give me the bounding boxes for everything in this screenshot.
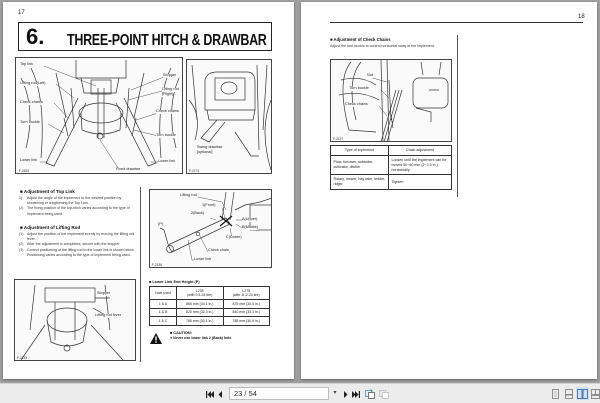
label-check-chains: Check chains: [345, 102, 368, 106]
table-row: 1 & C 765 mm (30.1 in.) 785 mm (30.9 in.): [150, 317, 270, 326]
lower-link-height-table: [149, 286, 270, 326]
caution-text: ● Never use lower link 2 (Back) hole.: [170, 336, 233, 340]
label-optional: [optional]: [197, 150, 213, 154]
label-upper: A(Upper): [242, 217, 258, 221]
chain-adjustment-table: [330, 145, 452, 190]
previous-view-button[interactable]: [364, 388, 376, 400]
first-page-icon: [206, 391, 214, 398]
label-p: (P): [158, 222, 164, 226]
figure-code: F-2173: [189, 169, 200, 173]
next-view-button[interactable]: [378, 388, 390, 400]
label-stopper: Stopper: [163, 73, 177, 77]
label-check-chain: Check chain: [208, 248, 229, 252]
next-view-icon: [379, 389, 389, 399]
table-caption: ■ Lower Link End Height (P): [149, 280, 200, 284]
view-two-page-continuous-button[interactable]: [591, 387, 600, 400]
figure-lifting-rod-lever: [14, 279, 136, 361]
previous-view-icon: [365, 389, 375, 399]
last-page-button[interactable]: [351, 388, 361, 400]
heading-adjustment-top-link: ■ Adjustment of Top Link: [20, 189, 75, 194]
two-page-icon: [577, 389, 588, 399]
chapter-title-box: [18, 22, 272, 51]
table-header-row: Hole used L235 (with 9.5-24 tire) L275 (with 11.2-24 tire): [150, 287, 270, 300]
label-lifting-rod-right: Lifting rod: [162, 87, 179, 91]
next-page-icon: [343, 391, 348, 398]
page-number-input[interactable]: 23 / 54: [229, 387, 329, 400]
label-lifting-rod: Lifting rod: [180, 193, 197, 197]
chapter-number: 6.: [26, 24, 45, 49]
page-number: 17: [18, 10, 25, 16]
label-check-chains-left: Check chains: [20, 100, 43, 104]
label-lower-link: Lower link: [194, 257, 212, 261]
view-single-page-button[interactable]: [550, 387, 561, 400]
header-rule: [330, 22, 583, 23]
warning-icon: [150, 333, 162, 344]
figure-code: F-2434: [19, 169, 30, 173]
table-row: 1 & B 820 mm (32.3 in.) 840 mm (33.1 in.): [150, 308, 270, 317]
previous-page-button[interactable]: [216, 388, 224, 400]
label-lifting-rod-lever: Lifting rod lever: [95, 313, 121, 317]
label-fixed-drawbar: Fixed drawbar: [116, 167, 141, 171]
continuous-page-icon: [565, 389, 573, 399]
figure-swing-drawbar: [186, 59, 272, 174]
view-two-page-button[interactable]: [576, 387, 589, 400]
column-divider: [457, 35, 458, 197]
label-lifting-rod-right-2: (Right): [162, 92, 174, 96]
label-lifting-rod-left: Lifting rod(Left): [20, 81, 46, 85]
label-top-link: Top link: [20, 62, 33, 66]
label-stopper: Stopper: [97, 291, 111, 295]
table-row: Plow, furrower, subsoiler, cultivator, ditcher Loosen until the implement can be moved 50~60 mm (2~2.5 in.) horizontally.: [331, 155, 452, 175]
view-continuous-button[interactable]: [563, 387, 574, 400]
figure-code: F-2136: [152, 263, 163, 267]
navigation-toolbar: [0, 383, 600, 403]
label-lower-link-right: Lower link: [158, 159, 176, 163]
check-chains-instructions: Adjust the turn-buckle to control horizontal sway of the implement.: [330, 44, 435, 48]
table-header-row: Type of implement Chain adjustment: [331, 146, 452, 156]
table-row: Rotary, mower, hay rake, tedder, ridger Tighten: [331, 175, 452, 190]
table-row: 1 & A 865 mm (34.1 in.) 875 mm (34.4 in.): [150, 300, 270, 309]
top-link-instructions: 1) Adjust the angle of the implement to the desired position by shortening or lengthening the Top Link. (2) The fixing position of the top-hitch varies according to the type of implement being used.: [19, 196, 130, 216]
last-page-icon: [352, 391, 360, 398]
label-swing-drawbar: Swing drawbar: [197, 145, 223, 149]
label-middle: B(Middle): [242, 225, 259, 229]
lifting-rod-instructions: (1) Adjust the position of the implement evenly by moving the lifting rod lever. (2) After the adjustment is completed, secure with the stopper. (3) Correct positioning of the lifting rod to the lower link is shown below. Positioning varies according to the type of implement being used.: [19, 232, 135, 257]
heading-adjustment-check-chains: ■ Adjustment of Check Chains: [330, 37, 391, 42]
lever-illustration: [15, 280, 136, 361]
check-chains-illustration: [331, 60, 452, 142]
page-dropdown-button[interactable]: ▾: [333, 390, 337, 396]
label-lower-link-left: Lower link: [20, 158, 38, 162]
drawbar-illustration: [187, 60, 272, 174]
column-divider: [140, 187, 141, 362]
label-back: 2(Back): [191, 211, 205, 215]
figure-code: F-2135: [17, 356, 28, 360]
figure-code: F-2137: [333, 137, 344, 141]
hitch-illustration: [16, 58, 183, 174]
label-check-chains-right: Check chains: [156, 109, 179, 113]
next-page-button[interactable]: [341, 388, 349, 400]
first-page-button[interactable]: [205, 388, 215, 400]
label-nut: Nut: [367, 73, 373, 77]
single-page-icon: [552, 389, 559, 399]
caution-title: ■ CAUTION:: [170, 331, 192, 335]
page-18: [301, 2, 597, 379]
label-turn-buckle-right: Turn buckle: [156, 133, 176, 137]
page-17: [3, 2, 294, 379]
label-turn-buckle-left: Turn buckle: [20, 120, 40, 124]
heading-adjustment-lifting-rod: ■ Adjustment of Lifting Rod: [20, 225, 80, 230]
figure-check-chains: [330, 59, 452, 142]
label-turn-buckle: Turn buckle: [349, 86, 369, 90]
chapter-title: THREE-POINT HITCH & DRAWBAR: [67, 31, 267, 49]
page-number: 18: [578, 14, 585, 20]
figure-lower-link-holes: [149, 189, 272, 268]
label-front: 1(Front): [202, 203, 216, 207]
figure-three-point-hitch: [15, 57, 183, 174]
previous-page-icon: [218, 391, 223, 398]
two-page-continuous-icon: [591, 389, 600, 399]
label-lower: C(Lower): [226, 235, 242, 239]
